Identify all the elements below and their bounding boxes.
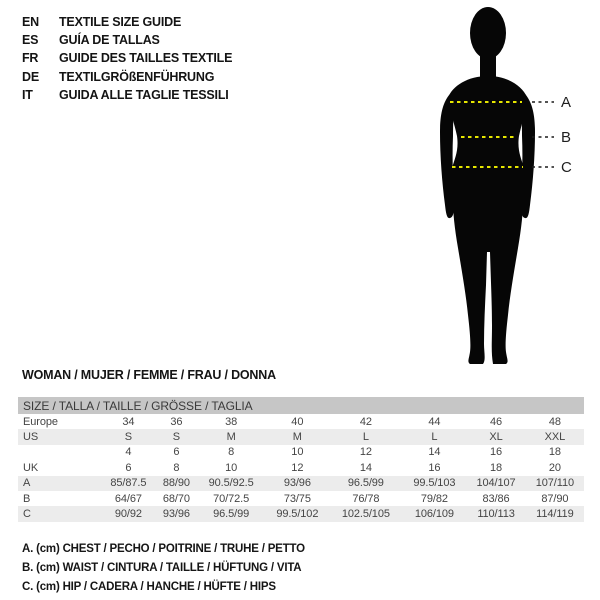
size-cell: 110/113: [477, 508, 515, 521]
lang-label: GUÍA DE TALLAS: [59, 33, 160, 48]
size-table-body: [18, 397, 584, 522]
table-row: [18, 491, 584, 506]
size-cell: 44: [428, 415, 441, 428]
woman-silhouette-svg: [400, 0, 600, 380]
row-label: C: [23, 508, 31, 521]
size-cell: 6: [125, 461, 132, 474]
lang-label: TEXTILE SIZE GUIDE: [59, 15, 182, 29]
lang-code: EN: [22, 15, 39, 29]
size-cell: 106/109: [414, 508, 454, 521]
size-cell: 12: [291, 461, 304, 474]
size-cell: 93/96: [162, 508, 190, 521]
size-cell: 10: [291, 446, 304, 459]
row-label: [18, 445, 101, 460]
chest-label: A: [561, 94, 572, 111]
size-cell: L: [362, 431, 369, 444]
size-cell: M: [226, 431, 236, 444]
size-cell: 4: [125, 446, 132, 459]
size-cell: 114/119: [536, 508, 574, 521]
lang-code: IT: [22, 87, 33, 102]
row-label: Europe: [23, 415, 58, 428]
size-cell: 87/90: [541, 492, 569, 505]
hip-label: C: [561, 159, 572, 176]
size-cell: 73/75: [283, 492, 311, 505]
size-cell: 14: [359, 461, 372, 474]
size-cell: 14: [428, 446, 441, 459]
size-cell: XXL: [544, 431, 566, 444]
lang-row-de: [22, 68, 232, 86]
size-cell: 104/107: [476, 477, 516, 490]
lang-label: GUIDE DES TAILLES TEXTILE: [59, 51, 233, 66]
size-cell: 40: [291, 415, 304, 428]
table-row: [18, 476, 584, 491]
size-cell: 107/110: [535, 477, 574, 490]
size-cell: XL: [489, 431, 503, 444]
size-cell: 83/86: [482, 492, 510, 505]
size-cell: 96.5/99: [347, 477, 384, 490]
measurement-figure: [400, 0, 600, 380]
size-cell: 36: [170, 415, 183, 428]
silhouette-legs: [453, 185, 524, 364]
lang-label: GUIDA ALLE TAGLIE TESSILI: [59, 87, 229, 102]
language-header: [22, 13, 232, 104]
size-cell: 16: [490, 446, 503, 459]
size-cell: 20: [548, 461, 561, 474]
legend-hip: C. (cm) HIP / CADERA / HANCHE / HÜFTE / HIPS: [22, 581, 276, 593]
size-cell: S: [172, 431, 180, 444]
lang-row-it: [22, 86, 232, 104]
size-cell: M: [292, 431, 302, 444]
table-row: [18, 506, 584, 521]
size-cell: 16: [428, 461, 441, 474]
size-cell: S: [124, 431, 133, 444]
lang-code: FR: [22, 51, 39, 66]
size-cell: 102.5/105: [341, 508, 390, 521]
lang-row-fr: [22, 49, 232, 67]
size-cell: 18: [490, 461, 503, 474]
table-header-row: [18, 397, 584, 414]
size-cell: 93/96: [283, 477, 311, 490]
lang-row-es: [22, 31, 232, 49]
size-cell: 79/82: [420, 492, 448, 505]
silhouette-neck: [480, 46, 496, 80]
size-cell: 96.5/99: [213, 508, 250, 521]
legend-chest: A. (cm) CHEST / PECHO / POITRINE / TRUHE / PETTO: [22, 543, 305, 555]
size-cell: 34: [122, 415, 135, 428]
size-cell: 8: [173, 461, 180, 474]
legend-waist: B. (cm) WAIST / CINTURA / TAILLE / HÜFTUNG / VITA: [22, 562, 302, 574]
size-cell: 48: [548, 415, 561, 428]
size-cell: 64/67: [114, 492, 142, 505]
table-row: [18, 460, 584, 475]
row-label: A: [23, 477, 31, 490]
size-cell: L: [431, 431, 438, 444]
waist-label: B: [561, 129, 572, 146]
lang-code: ES: [22, 33, 39, 48]
size-cell: 99.5/102: [276, 508, 319, 521]
measurement-legend: [22, 540, 305, 597]
table-row: [18, 429, 584, 444]
lang-row-en: [22, 13, 232, 31]
size-cell: 46: [490, 415, 503, 428]
size-cell: 68/70: [162, 492, 190, 505]
size-cell: 90.5/92.5: [208, 477, 254, 490]
section-title: WOMAN / MUJER / FEMME / FRAU / DONNA: [22, 368, 276, 382]
row-label: B: [23, 492, 31, 505]
size-cell: 12: [359, 446, 372, 459]
size-cell: 88/90: [162, 477, 190, 490]
table-row: [18, 414, 584, 429]
size-cell: 76/78: [352, 492, 380, 505]
size-cell: 18: [548, 446, 561, 459]
size-cell: 38: [225, 415, 238, 428]
lang-code: DE: [22, 69, 39, 84]
row-label: UK: [23, 461, 39, 474]
size-cell: 10: [225, 461, 238, 474]
table-row: [18, 445, 584, 460]
size-cell: 99.5/103: [413, 477, 456, 490]
lang-label: TEXTILGRÖßENFÜHRUNG: [59, 69, 215, 84]
row-label: US: [23, 431, 39, 444]
size-cell: 42: [359, 415, 372, 428]
size-cell: 6: [173, 446, 180, 459]
size-cell: 8: [228, 446, 235, 459]
size-cell: 90/92: [114, 508, 142, 521]
table-header-cell: SIZE / TALLA / TAILLE / GRÖSSE / TAGLIA: [23, 398, 253, 413]
size-cell: 85/87.5: [110, 477, 147, 490]
size-cell: 70/72.5: [213, 492, 250, 505]
size-table: [18, 397, 584, 522]
